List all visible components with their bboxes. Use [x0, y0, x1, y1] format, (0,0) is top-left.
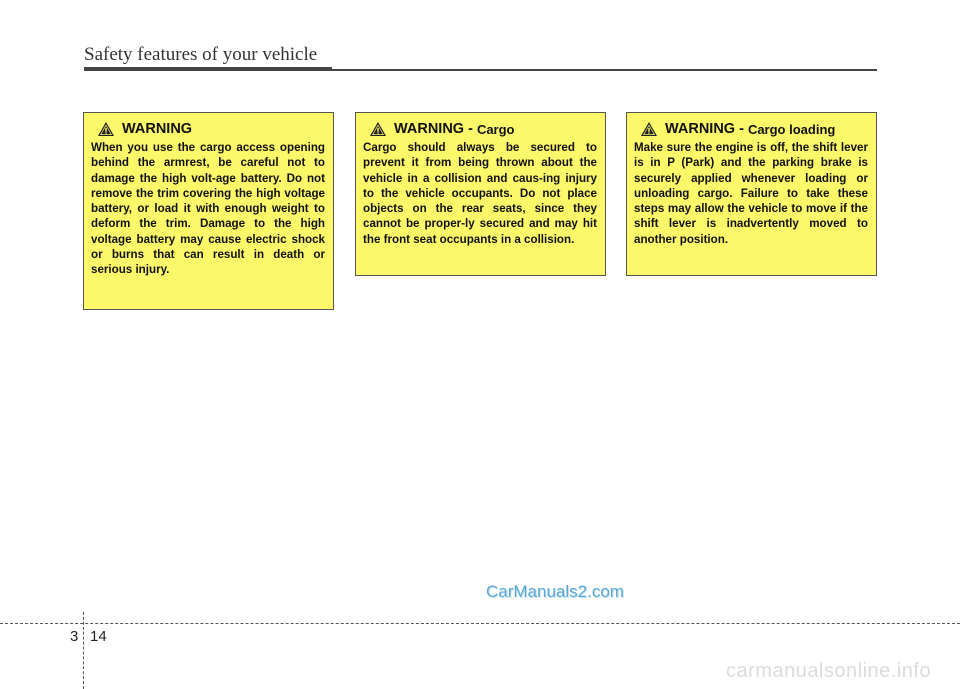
- warning-triangle-icon: [97, 121, 115, 137]
- header-rule-thick: [84, 67, 332, 71]
- warning-triangle-icon: [369, 121, 387, 137]
- warning-box-cargo: [355, 112, 606, 276]
- warning-subtitle: Cargo: [476, 121, 515, 137]
- warning-subtitle: Cargo loading: [747, 121, 836, 137]
- footer-vertical-divider: [83, 612, 84, 689]
- warning-header: [640, 121, 868, 137]
- chapter-number: 3: [70, 628, 79, 645]
- warning-header: [369, 121, 597, 137]
- watermark-link[interactable]: CarManuals2.com: [486, 582, 624, 601]
- section-title: Safety features of your vehicle: [84, 44, 318, 65]
- warning-text: When you use the cargo access opening behind the armrest, be careful not to damage the high volt-age battery. Do not remove the trim covering the high voltage battery, or load it with enough weight to deform the trim. Damage to the high voltage battery may cause electric shock or burns that can result in death or serious injury.: [91, 141, 325, 277]
- page-number: 14: [90, 628, 107, 645]
- warning-title: WARNING -: [394, 121, 473, 137]
- warning-box-battery: [83, 112, 334, 310]
- warning-triangle-icon: [640, 121, 658, 137]
- warning-text: Cargo should always be secured to prevent it from being thrown about the vehicle in a collision and caus-ing injury to the vehicle occupants. Do not place objects on the rear seats, since they cannot be proper-ly secured and may hit the front seat occupants in a collision.: [363, 141, 597, 246]
- warning-text: Make sure the engine is off, the shift lever is in P (Park) and the parking brake is securely applied whenever loading or unloading cargo. Failure to take these steps may allow the vehicle to move if the shift lever is inadvertently moved to another position.: [634, 141, 868, 246]
- header-rule-thin: [332, 69, 877, 71]
- warning-box-cargo-loading: [626, 112, 877, 276]
- warning-title: WARNING -: [665, 121, 744, 137]
- corner-watermark: carmanualsonline.info: [726, 660, 932, 682]
- warning-title: WARNING: [122, 121, 193, 137]
- warning-header: [97, 121, 325, 137]
- footer-divider: [0, 623, 960, 624]
